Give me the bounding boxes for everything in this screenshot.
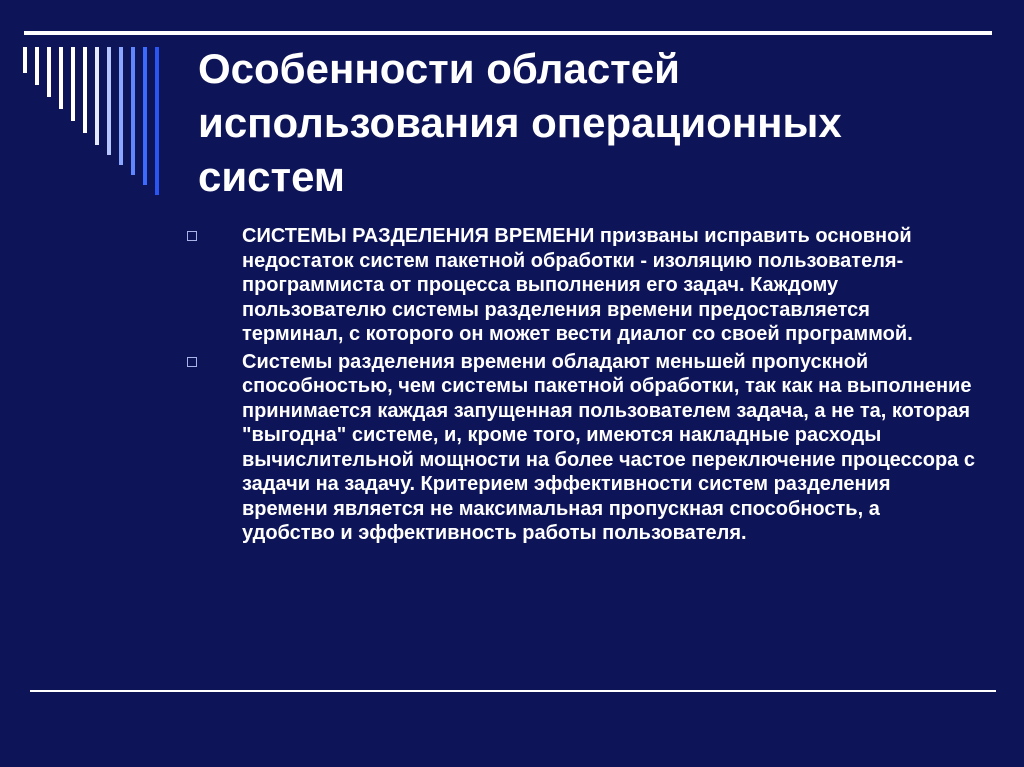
square-bullet-icon — [187, 357, 197, 367]
bullet-item — [186, 224, 976, 347]
stripe — [35, 47, 39, 85]
bullet-list — [186, 224, 976, 549]
stripe — [59, 47, 63, 109]
slide-title: Особенности областей использования операционных систем — [198, 45, 842, 200]
bullet-text: призваны исправить основной недостаток систем пакетной обработки - изоляцию пользователя-программиста от процесса выполнения его задач. Каждому пользователю системы разделения времени предоставляется терминал, с которого он может вести диалог со своей программой. — [242, 225, 913, 345]
stripe — [95, 47, 99, 145]
stripe — [47, 47, 51, 97]
stripe — [155, 47, 159, 195]
stripe — [23, 47, 27, 73]
bullet-emphasis: СИСТЕМЫ РАЗДЕЛЕНИЯ ВРЕМЕНИ — [242, 225, 595, 247]
stripe — [119, 47, 123, 165]
stripe — [71, 47, 75, 121]
stripe — [131, 47, 135, 175]
stripe — [143, 47, 147, 185]
square-bullet-icon — [187, 231, 197, 241]
bullet-item — [186, 350, 976, 546]
bullet-text: Системы разделения времени обладают меньшей пропускной способностью, чем системы пакетной обработки, так как на выполнение принимается каждая запущенная пользователем задача, а не та, которая "выгодна" системе, и, кроме того, имеются накладные расходы вычислительной мощности на более частое переключение процессора с задачи на задачу. Критерием эффективности систем разделения времени является не максимальная пропускная способность, а удобство и эффективность работы пользователя. — [242, 350, 976, 544]
stripe — [83, 47, 87, 133]
stripe — [107, 47, 111, 155]
decorative-stripes — [0, 0, 170, 210]
bottom-divider-line — [30, 690, 996, 692]
